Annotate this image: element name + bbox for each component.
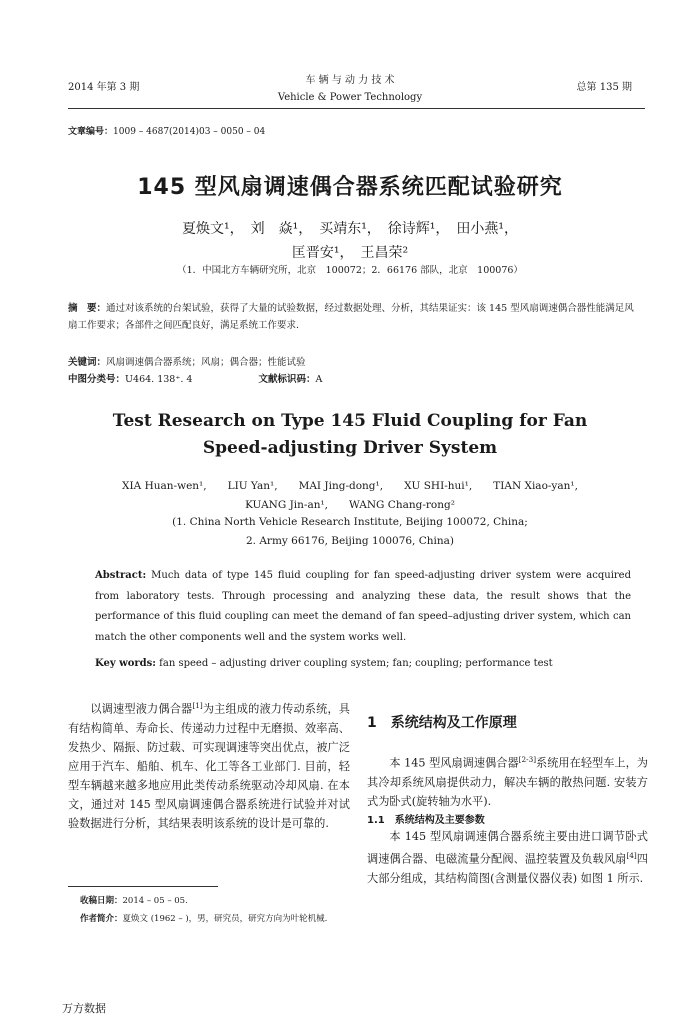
keywords-en-text: fan speed – adjusting driver coupling system; fan; coupling; performance test [156,658,553,669]
section-1-ref: [2-3] [518,755,537,764]
title-en [60,408,640,462]
authors-cn-line2: 匡晋安¹， 王昌荣² [291,245,409,261]
classification [68,371,634,388]
section-1-1-heading: 1.1 系统结构及主要参数 [367,815,485,826]
keywords-cn [68,354,634,371]
section-1-1-ref: [4] [626,851,637,860]
received-date: 2014 – 05 – 05. [122,896,188,906]
abstract-en [95,566,631,648]
footnote-author [80,912,327,924]
intro-paragraph [68,696,350,833]
author-bio-label: 作者简介： [80,914,123,924]
journal-name-cn: 车 辆 与 动 力 技 术 [305,75,395,86]
keywords-cn-text: 风扇调速偶合器系统；风扇；偶合器；性能试验 [106,357,306,368]
authors-en-line1: XIA Huan-wen¹, LIU Yan¹, MAI Jing-dong¹, XU SHI-hui¹, TIAN Xiao-yan¹, [122,480,578,492]
header-rule [68,108,645,109]
abstract-cn [68,300,634,334]
title-en-line1: Test Research on Type 145 Fluid Coupling for Fan [112,411,588,431]
journal-header [250,72,450,106]
issue-label: 2014 年第 3 期 [68,82,140,93]
affiliation-cn: （1．中国北方车辆研究所，北京 100072；2．66176 部队，北京 100076） [177,265,523,276]
abstract-cn-label: 摘 要： [68,303,107,314]
author-bio: 夏焕文 (1962 – )，男，研究员，研究方向为叶轮机械. [122,914,328,924]
footnote-received [80,894,188,906]
section-1-text-b: 系统用在轻型车上，为其冷却系统风扇提供动力，解决车辆的散热问题. 安装方式为卧式(旋转轴为水平). [367,756,648,808]
section-1-1-text-a: 本 145 型风扇调速偶合器系统主要由进口调节卧式调速偶合器、电磁流量分配阀、温控装置及负载风扇 [367,830,648,866]
section-1-paragraph [367,750,648,811]
intro-text-a: 以调速型液力偶合器 [90,702,193,716]
abstract-en-text: Much data of type 145 fluid coupling for fan speed-adjusting driver system were acquired from laboratory tests. Through processing and analyzing these data, the result shows that the performance of this fluid coupling can meet the demand of fan speed–adjusting driver system, which can match the other components well and the system works well. [95,570,631,643]
section-1-1-text-b: 四大部分组成，其结构简图(含测量仪器仪表) 如图 1 所示. [367,852,648,885]
affiliation-en-line1: (1. China North Vehicle Research Institute, Beijing 100072, China; [172,516,528,528]
title-en-line2: Speed-adjusting Driver System [202,438,498,458]
article-number-label: 文章编号： [68,127,114,137]
keywords-en-label: Key words: [95,658,156,669]
class-no-value: U464. 138⁺. 4 [125,374,193,385]
doc-code-value: A [315,374,323,385]
intro-text-b: 为主组成的液力传动系统，具有结构简单、寿命长、传递动力过程中无磨损、效率高、发热少、隔振、防过载、可实现调速等突出优点，被广泛应用于汽车、船舶、机车、化工等各工业部门. 目前，轻型车辆越来越多地应用此类传动系统驱动冷却风扇. 在本文，通过对 145 型风扇调速偶合器系统进行试验并对试验数据进行分析，其结果表明该系统的设计是可靠的. [68,702,350,830]
total-issue-label: 总第 135 期 [576,82,632,93]
intro-ref: [1] [192,701,203,710]
section-1-text-a: 本 145 型风扇调速偶合器 [389,756,519,770]
footnote-rule [68,886,218,887]
class-no-label: 中图分类号： [68,374,126,385]
watermark: 万方数据 [62,1002,106,1015]
abstract-en-label: Abstract: [95,570,147,581]
title-cn: 145 型风扇调速偶合器系统匹配试验研究 [137,175,563,200]
abstract-cn-text: 通过对该系统的台架试验，获得了大量的试验数据，经过数据处理、分析，其结果证实：该 145 型风扇调速偶合器性能满足风扇工作要求；各部件之间匹配良好，满足系统工作要求. [68,303,634,331]
received-label: 收稿日期： [80,896,123,906]
affiliation-en-line2: 2. Army 66176, Beijing 100076, China) [245,535,455,547]
keywords-cn-label: 关键词： [68,357,107,368]
section-1-1-paragraph [367,827,648,888]
section-1-heading: 1 系统结构及工作原理 [367,715,517,731]
article-number-value: 1009 – 4687(2014)03 – 0050 – 04 [113,127,266,137]
keywords-en [95,658,631,669]
article-number [68,124,265,137]
authors-en-line2: KUANG Jin-an¹, WANG Chang-rong² [245,499,455,511]
journal-name-en: Vehicle & Power Technology [277,92,423,103]
doc-code-label: 文献标识码： [258,374,316,385]
keywords-cn-block [68,354,634,388]
authors-cn-line1: 夏焕文¹， 刘 焱¹， 买靖东¹， 徐诗辉¹， 田小燕¹， [181,221,519,237]
